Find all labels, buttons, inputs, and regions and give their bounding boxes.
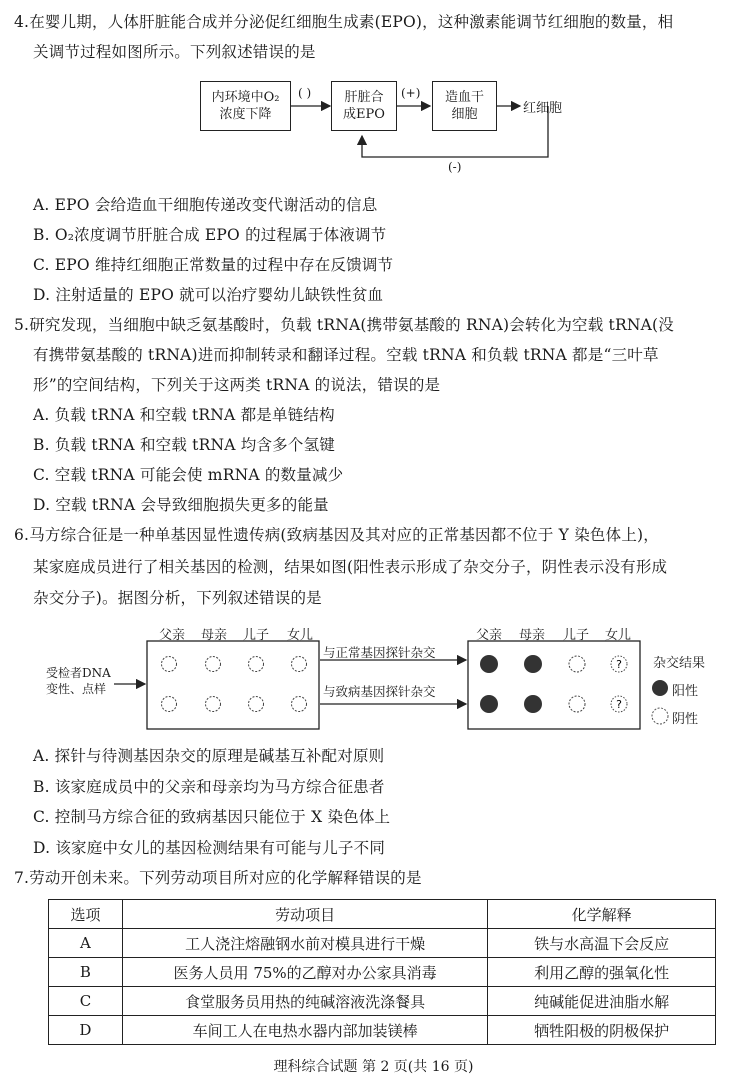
header-labor-item: 劳动项目: [122, 900, 487, 929]
q4-stem-line-1: 4.在婴儿期，人体肝脏能合成并分泌促红细胞生成素(EPO)，这种激素能调节红细胞的数量，相: [14, 13, 674, 31]
legend-title: 杂交结果: [653, 656, 706, 671]
table-row: [49, 929, 716, 958]
header-option: 选项: [49, 900, 123, 929]
sample-label: [46, 665, 111, 697]
q4-option-b: B. O₂浓度调节肝脏合成 EPO 的过程属于体液调节: [33, 226, 387, 244]
result-dot-negative: [569, 656, 585, 672]
result-dot-positive: [480, 655, 498, 673]
table-row: [49, 958, 716, 987]
table-cell: 工人浇注熔融钢水前对模具进行干燥: [122, 929, 487, 958]
sample-dot: [206, 657, 221, 672]
result-dot-positive: [524, 695, 542, 713]
box2-line2: 成EPO: [343, 107, 385, 122]
box3-line2: 细胞: [451, 107, 478, 122]
q6-stem-line-3: 杂交分子)。据图分析，下列叙述错误的是: [33, 589, 322, 607]
box1-line1: 内环境中O₂: [211, 90, 280, 105]
q4-option-c: C. EPO 维持红细胞正常数量的过程中存在反馈调节: [33, 256, 394, 274]
unknown-mark: ?: [616, 698, 622, 711]
sample-dot: [292, 657, 307, 672]
table-cell: A: [49, 929, 123, 958]
result-dot-negative: [569, 696, 585, 712]
sample-box: [147, 641, 319, 729]
sample-label-1: 受检者DNA: [46, 666, 111, 680]
table-row: [49, 1016, 716, 1045]
page-footer: 理科综合试题 第 2 页(共 16 页): [273, 1059, 474, 1075]
q5-option-c: C. 空载 tRNA 可能会使 mRNA 的数量减少: [33, 466, 344, 484]
member-mother-left: 母亲: [201, 628, 228, 643]
member-son-left: 儿子: [243, 628, 270, 643]
table-row: [49, 987, 716, 1016]
q4-option-a: A. EPO 会给造血干细胞传递改变代谢活动的信息: [33, 196, 378, 214]
q6-option-d: D. 该家庭中女儿的基因检测结果有可能与儿子不同: [33, 839, 386, 857]
box2-line1: 肝脏合: [344, 90, 384, 105]
legend-positive-dot: [652, 680, 668, 696]
sample-dot: [162, 697, 177, 712]
member-father-right: 父亲: [476, 628, 503, 643]
box3-line1: 造血干: [444, 90, 484, 105]
q4-stem-line-2: 关调节过程如图所示。下列叙述错误的是: [33, 43, 316, 61]
member-mother-right: 母亲: [519, 628, 546, 643]
legend-negative-label: 阴性: [672, 712, 699, 727]
q6-option-b: B. 该家庭成员中的父亲和母亲均为马方综合征患者: [33, 778, 385, 796]
table-cell: 铁与水高温下会反应: [488, 929, 716, 958]
legend-positive-label: 阳性: [672, 684, 699, 699]
probe-normal-label: 与正常基因探针杂交: [323, 645, 436, 660]
table-header-row: [49, 900, 716, 929]
table-cell: C: [49, 987, 123, 1016]
q5-option-a: A. 负载 tRNA 和空载 tRNA 都是单链结构: [33, 406, 335, 424]
result-dots: [480, 655, 627, 713]
member-daughter-left: 女儿: [287, 628, 314, 643]
sample-dots: [162, 657, 307, 712]
result-box: [468, 641, 640, 729]
q6-option-a: A. 探针与待测基因杂交的原理是碱基互补配对原则: [33, 747, 385, 765]
table-cell: 车间工人在电热水器内部加装镁棒: [122, 1016, 487, 1045]
q5-stem-line-1: 5.研究发现，当细胞中缺乏氨基酸时，负载 tRNA(携带氨基酸的 RNA)会转化为空载 tRNA(没: [14, 316, 674, 334]
member-father-left: 父亲: [159, 628, 186, 643]
sample-dot: [206, 697, 221, 712]
q6-option-c: C. 控制马方综合征的致病基因只能位于 X 染色体上: [33, 808, 391, 826]
q7-table: [48, 899, 716, 1045]
table-cell: 牺牲阳极的阴极保护: [488, 1016, 716, 1045]
box1-line2: 浓度下降: [219, 107, 272, 122]
table-cell: B: [49, 958, 123, 987]
member-daughter-right: 女儿: [605, 628, 632, 643]
q5-stem-line-3: 形”的空间结构，下列关于这两类 tRNA 的说法，错误的是: [33, 376, 441, 394]
table-cell: D: [49, 1016, 123, 1045]
sample-dot: [292, 697, 307, 712]
sample-dot: [162, 657, 177, 672]
header-chem-explanation: 化学解释: [488, 900, 716, 929]
member-son-right: 儿子: [563, 628, 590, 643]
q4-option-d: D. 注射适量的 EPO 就可以治疗婴幼儿缺铁性贫血: [33, 286, 384, 304]
result-dot-positive: [480, 695, 498, 713]
sign-label-2: (+): [401, 86, 421, 100]
table-cell: 利用乙醇的强氧化性: [488, 958, 716, 987]
q6-stem-line-2: 某家庭成员进行了相关基因的检测，结果如图(阳性表示形成了杂交分子，阴性表示没有形成: [33, 558, 668, 576]
table-cell: 食堂服务员用热的纯碱溶液洗涤餐具: [122, 987, 487, 1016]
probe-disease-label: 与致病基因探针杂交: [323, 684, 436, 699]
q6-stem-line-1: 6.马方综合征是一种单基因显性遗传病(致病基因及其对应的正常基因都不位于 Y 染色体上)，: [14, 526, 659, 544]
sample-dot: [249, 697, 264, 712]
sign-label-1: ( ): [298, 86, 312, 100]
q5-option-b: B. 负载 tRNA 和空载 tRNA 均含多个氢键: [33, 436, 335, 454]
sign-label-3: (-): [448, 160, 462, 174]
table-cell: 医务人员用 75%的乙醇对办公家具消毒: [122, 958, 487, 987]
table-cell: 纯碱能促进油脂水解: [488, 987, 716, 1016]
unknown-mark: ?: [616, 658, 622, 671]
red-cell-label: 红细胞: [523, 101, 563, 116]
result-dot-positive: [524, 655, 542, 673]
legend-negative-dot: [652, 708, 668, 724]
q7-stem: 7.劳动开创未来。下列劳动项目所对应的化学解释错误的是: [14, 869, 422, 887]
sample-dot: [249, 657, 264, 672]
sample-label-2: 变性、点样: [46, 682, 107, 696]
q5-stem-line-2: 有携带氨基酸的 tRNA)进而抑制转录和翻译过程。空载 tRNA 和负载 tRNA 都是“三叶草: [33, 346, 659, 364]
q5-option-d: D. 空载 tRNA 会导致细胞损失更多的能量: [33, 496, 329, 514]
